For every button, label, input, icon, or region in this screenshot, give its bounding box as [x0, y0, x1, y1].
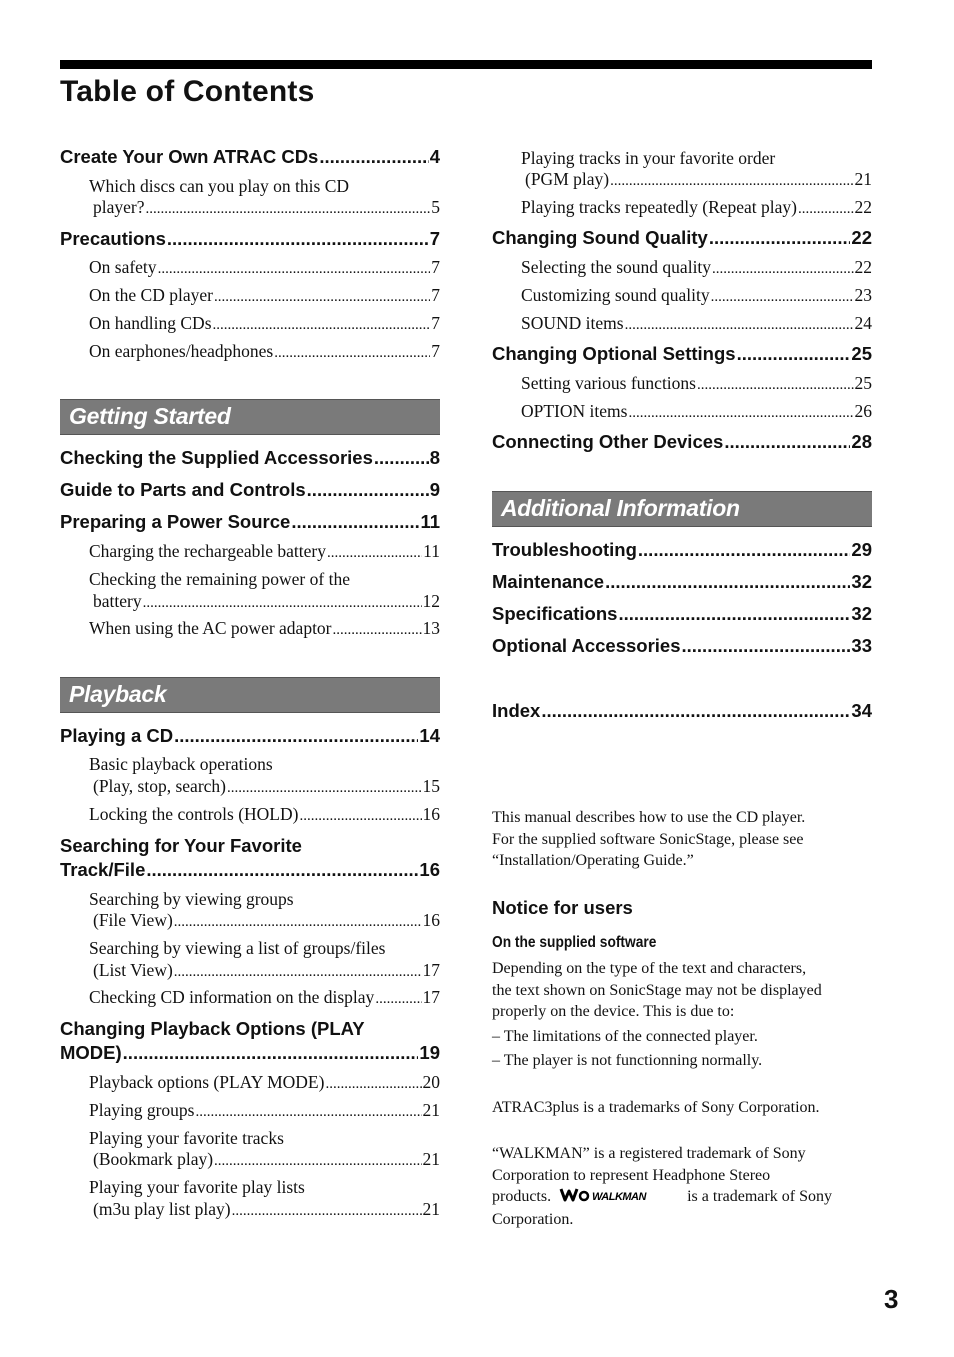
toc-entry-list-view-line1: Searching by viewing a list of groups/files	[89, 938, 386, 958]
toc-entry-searching-line1: Searching for Your Favorite	[60, 835, 302, 856]
toc-entry-playing-groups[interactable]: Playing groups ..... 21	[60, 1099, 440, 1123]
toc-entry-basic-playback-line1: Basic playback operations	[89, 754, 273, 774]
toc-entry-sound-items[interactable]: SOUND items ..... 24	[492, 312, 872, 336]
software-notice-text: Depending on the type of the text and characters, the text shown on SonicStage may not be displayed properly on the device. This is due to: – The limitations of the connected player. – The player is not functionning normally.	[492, 960, 822, 1069]
toc-entry-pgm[interactable]: (PGM play) ..... 21	[492, 168, 872, 192]
toc-entry-changing-playback-line1: Changing Playback Options (PLAY	[60, 1018, 365, 1039]
walkman-logo	[559, 1186, 677, 1209]
toc-entry-bookmark[interactable]: (Bookmark play) ..... 21	[60, 1148, 440, 1172]
toc-entry-checking-remaining-line1: Checking the remaining power of the	[89, 569, 350, 589]
toc-entry-precautions[interactable]: Precautions ..... 7	[60, 227, 440, 251]
manual-description: This manual describes how to use the CD player. For the supplied software SonicStage, please see “Installation/Operating Guide.”	[492, 809, 806, 869]
toc-entry-on-safety[interactable]: On safety ..... 7	[60, 256, 440, 280]
toc-entry-power-source[interactable]: Preparing a Power Source ..... 11	[60, 510, 440, 534]
toc-entry-charging[interactable]: Charging the rechargeable battery ..... 11	[60, 540, 440, 564]
toc-entry-on-earphones[interactable]: On earphones/headphones ..... 7	[60, 340, 440, 364]
toc-entry-selecting-sound[interactable]: Selecting the sound quality ..... 22	[492, 256, 872, 280]
toc-entry-checking-cd-info[interactable]: Checking CD information on the display ..... 17	[60, 986, 440, 1010]
toc-entry-ac-adaptor[interactable]: When using the AC power adaptor ..... 13	[60, 617, 440, 641]
toc-entry-file-view-line1: Searching by viewing groups	[89, 889, 294, 909]
toc-entry-locking[interactable]: Locking the controls (HOLD) ..... 16	[60, 803, 440, 827]
toc-entry-changing-playback[interactable]: MODE) ..... 19	[60, 1041, 440, 1065]
toc-entry-index[interactable]: Index ..... 34	[492, 699, 872, 723]
walkman-trademark: “WALKMAN” is a registered trademark of Sony Corporation to represent Headphone Stereo products. WALKMAN is a trademark of Sony Corporation.	[492, 1145, 832, 1228]
notice-heading: Notice for users	[492, 897, 633, 918]
toc-entry-playback-options[interactable]: Playback options (PLAY MODE) ..... 20	[60, 1071, 440, 1095]
toc-entry-create-atrac[interactable]: Create Your Own ATRAC CDs ..... 4	[60, 145, 440, 169]
page-title: Table of Contents	[60, 75, 315, 108]
toc-entry-pgm-line1: Playing tracks in your favorite order	[521, 148, 776, 168]
section-header-playback: Playback	[60, 677, 440, 713]
toc-entry-which-discs-line1: Which discs can you play on this CD	[89, 176, 350, 196]
svg-text:WALKMAN: WALKMAN	[592, 1191, 647, 1203]
toc-entry-list-view[interactable]: (List View) ..... 17	[60, 959, 440, 983]
toc-entry-guide-parts[interactable]: Guide to Parts and Controls ..... 9	[60, 478, 440, 502]
toc-entry-setting-functions[interactable]: Setting various functions ..... 25	[492, 372, 872, 396]
toc-entry-m3u[interactable]: (m3u play list play) ..... 21	[60, 1198, 440, 1222]
toc-entry-maintenance[interactable]: Maintenance ..... 32	[492, 570, 872, 594]
section-header-getting-started: Getting Started	[60, 399, 440, 435]
toc-entry-which-discs[interactable]: player? ..... 5	[60, 196, 440, 220]
page-number: 3	[884, 1284, 899, 1314]
toc-entry-connecting[interactable]: Connecting Other Devices ..... 28	[492, 430, 872, 454]
toc-entry-bookmark-line1: Playing your favorite tracks	[89, 1128, 284, 1148]
toc-entry-on-handling[interactable]: On handling CDs ..... 7	[60, 312, 440, 336]
toc-entry-specifications[interactable]: Specifications ..... 32	[492, 602, 872, 626]
software-heading: On the supplied software	[492, 934, 657, 951]
toc-entry-searching[interactable]: Track/File ..... 16	[60, 858, 440, 882]
toc-entry-on-cd-player[interactable]: On the CD player ..... 7	[60, 284, 440, 308]
toc-entry-optional-accessories[interactable]: Optional Accessories ..... 33	[492, 634, 872, 658]
toc-entry-file-view[interactable]: (File View) ..... 16	[60, 909, 440, 933]
toc-entry-playing-cd[interactable]: Playing a CD ..... 14	[60, 724, 440, 748]
toc-entry-troubleshooting[interactable]: Troubleshooting ..... 29	[492, 538, 872, 562]
toc-entry-repeat[interactable]: Playing tracks repeatedly (Repeat play) ..... 22	[492, 196, 872, 220]
top-rule	[60, 60, 872, 69]
atrac-trademark: ATRAC3plus is a trademarks of Sony Corporation.	[492, 1099, 820, 1116]
toc-entry-option-items[interactable]: OPTION items ..... 26	[492, 400, 872, 424]
toc-entry-m3u-line1: Playing your favorite play lists	[89, 1177, 305, 1197]
toc-entry-customizing-sound[interactable]: Customizing sound quality ..... 23	[492, 284, 872, 308]
toc-entry-basic-playback[interactable]: (Play, stop, search) ..... 15	[60, 775, 440, 799]
toc-entry-optional-settings[interactable]: Changing Optional Settings ..... 25	[492, 342, 872, 366]
toc-entry-checking-remaining[interactable]: battery ..... 12	[60, 590, 440, 614]
section-header-additional-information: Additional Information	[492, 491, 872, 527]
toc-entry-sound-quality[interactable]: Changing Sound Quality ..... 22	[492, 226, 872, 250]
toc-entry-checking-supplied[interactable]: Checking the Supplied Accessories ..... 8	[60, 446, 440, 470]
